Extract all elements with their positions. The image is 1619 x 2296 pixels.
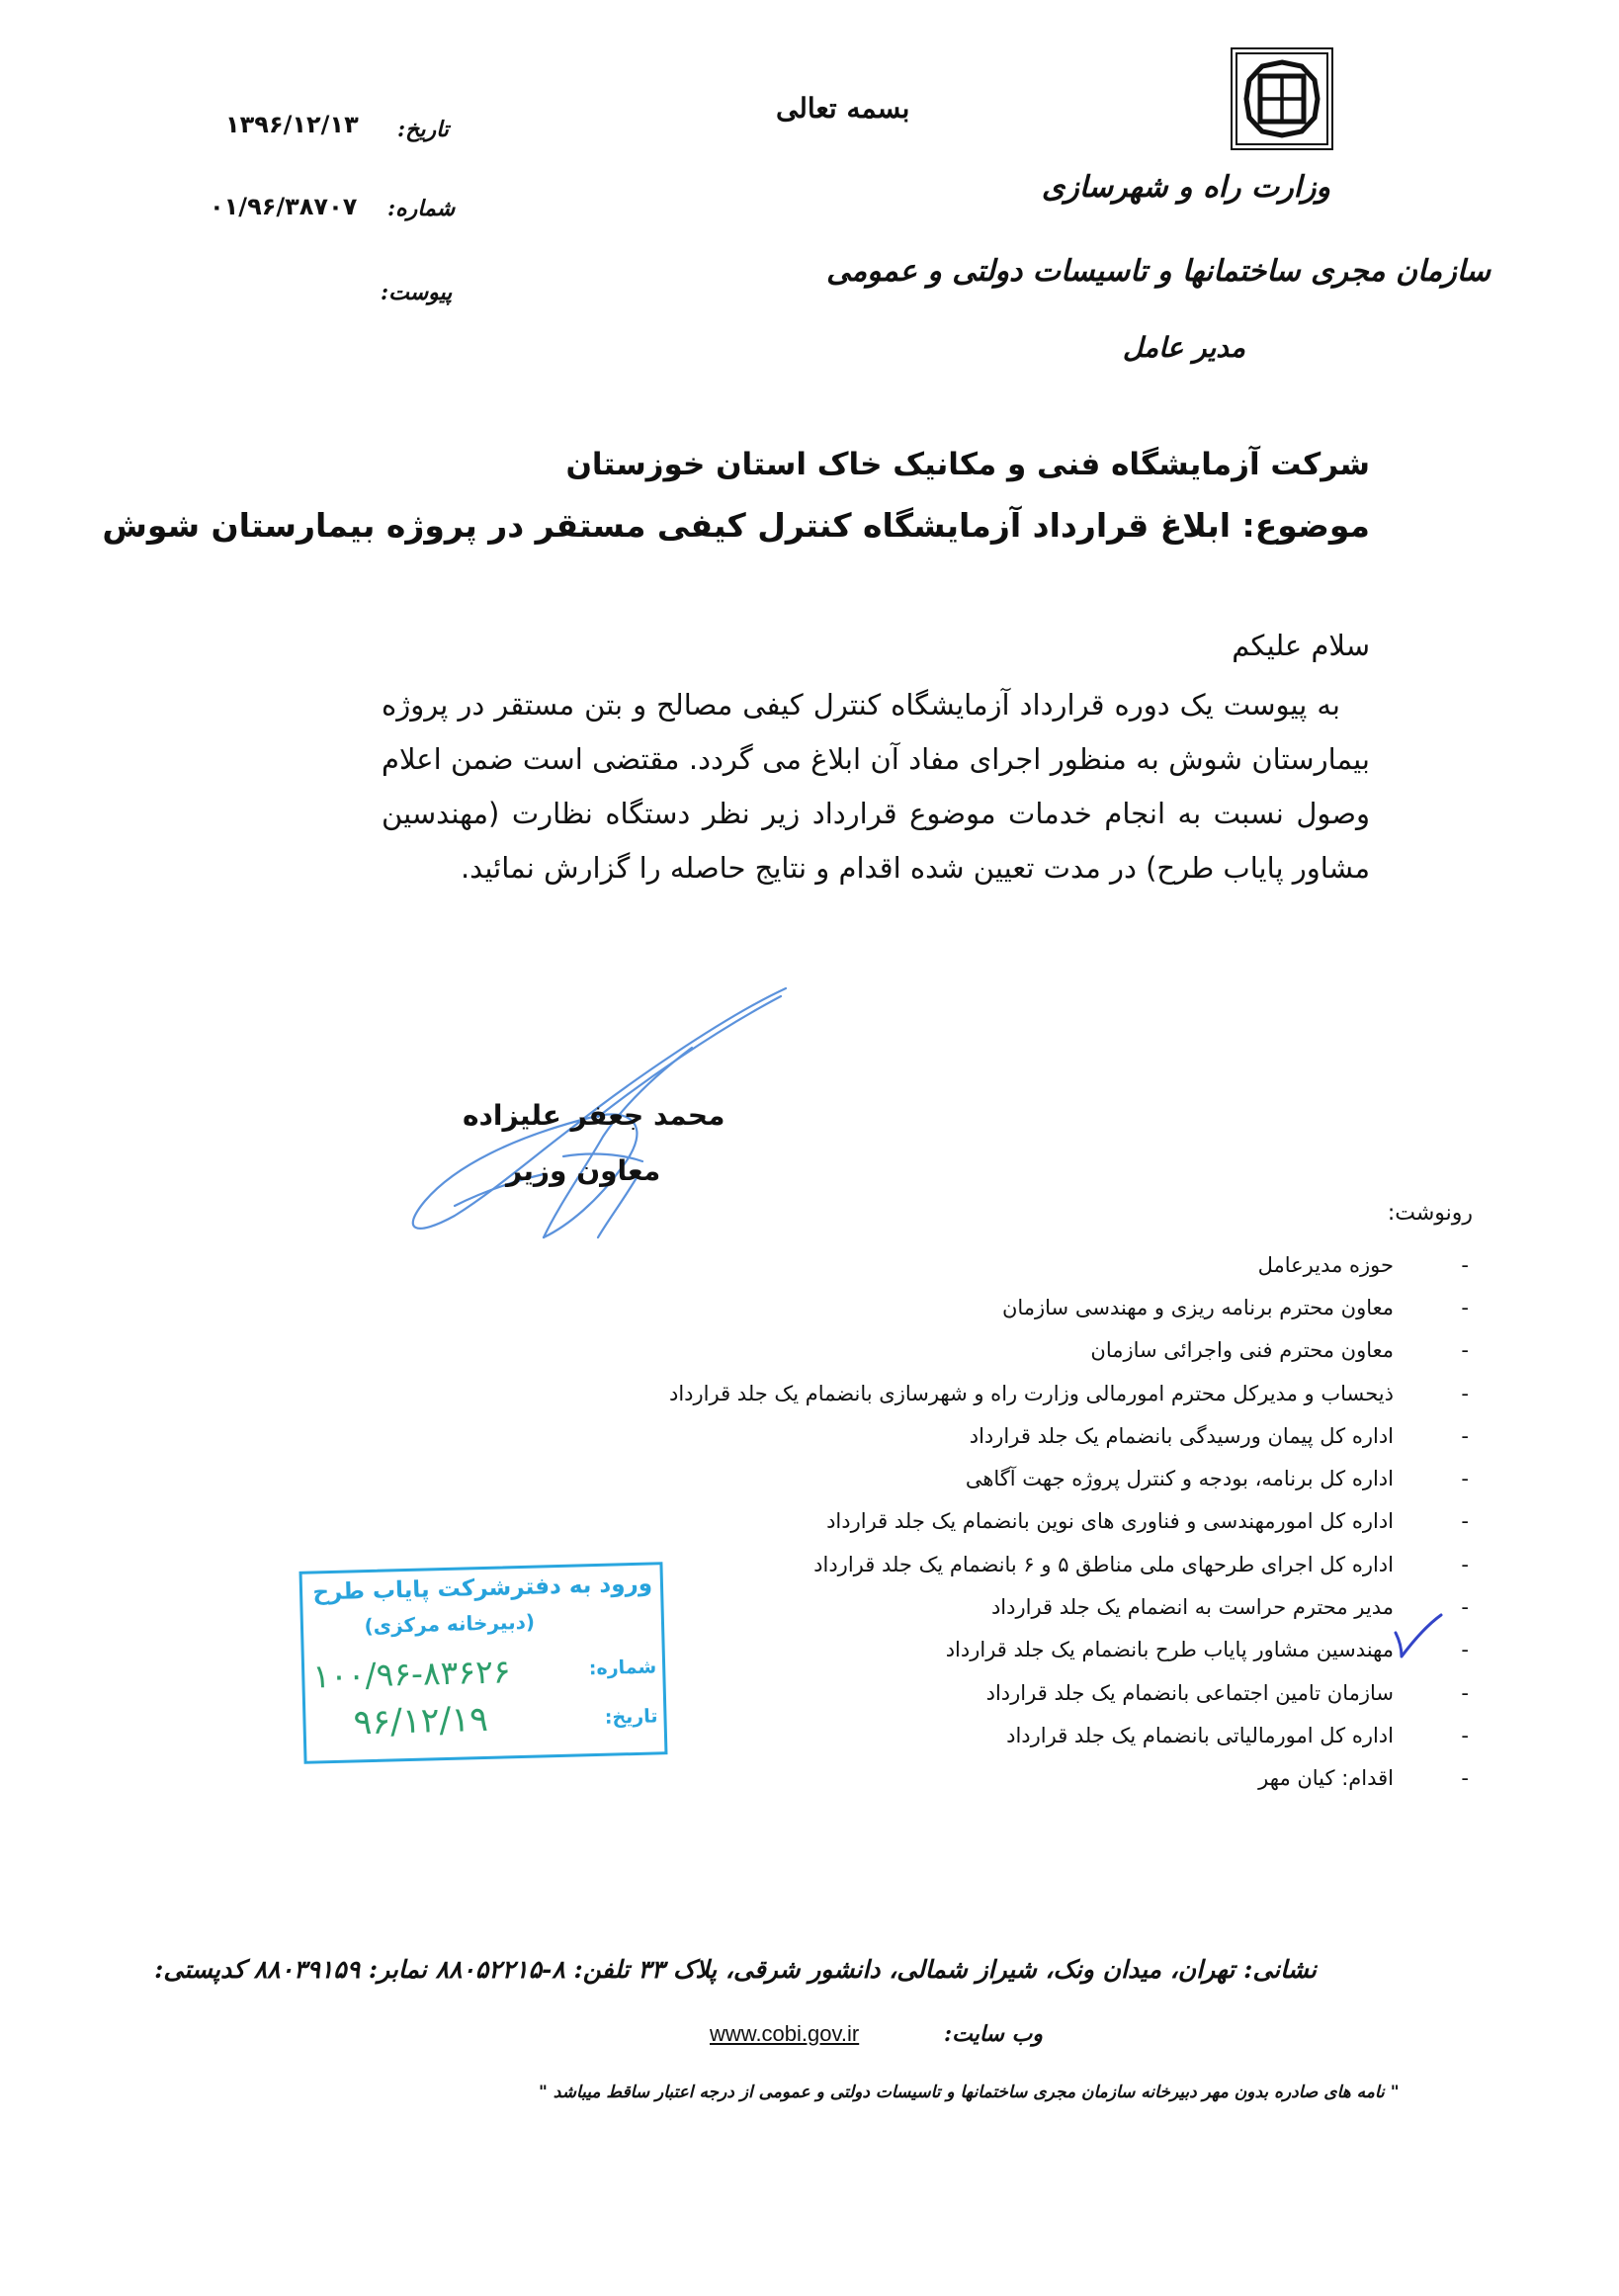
- receipt-stamp: [299, 1562, 668, 1764]
- cc-bullet: -: [1461, 1680, 1469, 1705]
- footer-address: نشانی: تهران، میدان ونک، شیراز شمالی، دانشور شرقی، پلاک ۳۳ تلفن: ۸-۸۸۰۵۲۲۱۵ نمابر: ۸۸۰۳۹۱۵۹ کدپستی:: [154, 1955, 1317, 1984]
- cc-item: [669, 1329, 1473, 1372]
- cc-item: [669, 1414, 1473, 1457]
- cc-bullet: -: [1461, 1552, 1469, 1576]
- recipient-line: شرکت آزمایشگاه فنی و مکانیک خاک استان خوزستان: [565, 447, 1370, 482]
- cc-item-text: مهندسین مشاور پایاب طرح بانضمام یک جلد قرارداد: [945, 1638, 1394, 1662]
- ministry-name: وزارت راه و شهرسازی: [1041, 170, 1330, 205]
- cc-bullet: -: [1461, 1338, 1469, 1363]
- ministry-logo-icon: [1231, 47, 1333, 150]
- cc-item-checked: [669, 1629, 1473, 1671]
- cc-bullet: -: [1461, 1295, 1469, 1319]
- cc-item-text: اداره کل امورمالیاتی بانضمام یک جلد قرارداد: [1006, 1723, 1394, 1747]
- cc-item: [669, 1457, 1473, 1499]
- number-label: شماره:: [387, 196, 456, 221]
- stamp-line-1: ورود به دفترشرکت پایاب طرح: [312, 1571, 653, 1606]
- cc-item-text: مدیر محترم حراست به انضمام یک جلد قرارداد: [990, 1595, 1394, 1620]
- cc-item-text: سازمان تامین اجتماعی بانضمام یک جلد قرارداد: [985, 1680, 1394, 1705]
- number-value: ۰۱/۹۶/۳۸۷۰۷: [210, 193, 358, 220]
- cc-item: [669, 1543, 1473, 1585]
- cc-bullet: -: [1461, 1766, 1469, 1791]
- date-value: ۱۳۹۶/۱۲/۱۳: [225, 111, 359, 138]
- cc-item-text: اداره کل اجرای طرحهای ملی مناطق ۵ و ۶ بانضمام یک جلد قرارداد: [813, 1552, 1394, 1576]
- cc-bullet: -: [1461, 1252, 1469, 1277]
- cc-item-text: اداره کل برنامه، بودجه و کنترل پروژه جهت آگاهی: [965, 1467, 1394, 1491]
- office-name: مدیر عامل: [1122, 331, 1245, 364]
- organization-name: سازمان مجری ساختمانها و تاسیسات دولتی و عمومی: [826, 254, 1491, 289]
- cc-bullet: -: [1461, 1467, 1469, 1491]
- cc-item-text: معاون محترم برنامه ریزی و مهندسی سازمان: [1001, 1295, 1394, 1319]
- stamp-number-value: ۱۰۰/۹۶-۸۳۶۲۶: [311, 1652, 512, 1696]
- cc-bullet: -: [1461, 1723, 1469, 1747]
- cc-item-text: اداره کل امورمهندسی و فناوری های نوین بانضمام یک جلد قرارداد: [826, 1509, 1394, 1534]
- cc-bullet: -: [1461, 1381, 1469, 1405]
- bismillah-heading: بسمه تعالی: [776, 92, 910, 125]
- cc-item: [669, 1372, 1473, 1414]
- cc-item-text: معاون محترم فنی واجرائی سازمان: [1090, 1338, 1394, 1363]
- attachment-label: پیوست:: [381, 280, 453, 305]
- footer-website-label: وب سایت:: [944, 2021, 1043, 2047]
- cc-item: [669, 1243, 1473, 1286]
- cc-item: [669, 1671, 1473, 1714]
- footer-validity-note: " نامه های صادره بدون مهر دبیرخانه سازمان مجری ساختمانها و تاسیسات دولتی و عمومی از درجه اعتبار ساقط میباشد ": [539, 2083, 1400, 2102]
- cc-bullet: -: [1461, 1509, 1469, 1534]
- cc-bullet: -: [1461, 1638, 1469, 1662]
- cc-item-text: ذیحساب و مدیرکل محترم امورمالی وزارت راه و شهرسازی بانضمام یک جلد قرارداد: [668, 1381, 1394, 1405]
- subject-line: موضوع: ابلاغ قرارداد آزمایشگاه کنترل کیفی مستقر در پروژه بیمارستان شوش: [102, 506, 1370, 545]
- cc-bullet: -: [1461, 1423, 1469, 1448]
- stamp-number-label: شماره:: [588, 1656, 657, 1680]
- letter-body-text: به پیوست یک دوره قرارداد آزمایشگاه کنترل کیفی مصالح و بتن مستقر در پروژه بیمارستان شوش به منظور اجرای مفاد آن ابلاغ می گردد. مقتضی است ضمن اعلام وصول نسبت به انجام خدمات موضوع قرارداد زیر نظر دستگاه نظارت (مهندسین مشاور پایاب طرح) در مدت تعیین شده اقدام و نتایج حاصله را گزارش نمائید.: [382, 688, 1370, 885]
- cc-item: [669, 1286, 1473, 1328]
- signer-title: معاون وزیر: [506, 1154, 661, 1187]
- cc-item-text: حوزه مدیرعامل: [1257, 1252, 1394, 1277]
- date-label: تاریخ:: [397, 117, 449, 142]
- handwritten-checkmark-icon: [1392, 1611, 1443, 1660]
- signer-name: محمد جعفر علیزاده: [463, 1099, 725, 1132]
- cc-item: [669, 1500, 1473, 1543]
- stamp-date-value: ۹۶/۱۲/۱۹: [353, 1699, 489, 1743]
- cc-item-text: اقدام: کیان مهر: [1258, 1766, 1394, 1791]
- stamp-date-label: تاریخ:: [604, 1705, 658, 1729]
- cc-bullet: -: [1461, 1595, 1469, 1620]
- cc-title: رونوشت:: [1387, 1201, 1473, 1226]
- cc-item: [669, 1757, 1473, 1800]
- cc-item: [669, 1585, 1473, 1628]
- cc-list: [669, 1243, 1473, 1800]
- greeting: سلام علیکم: [1232, 629, 1370, 662]
- letter-body: [382, 678, 1370, 895]
- cc-item: [669, 1714, 1473, 1756]
- cc-item-text: اداره کل پیمان ورسیدگی بانضمام یک جلد قرارداد: [969, 1423, 1394, 1448]
- stamp-line-2: (دبیرخانه مرکزی): [364, 1609, 536, 1639]
- footer-website-link[interactable]: www.cobi.gov.ir: [710, 2021, 860, 2046]
